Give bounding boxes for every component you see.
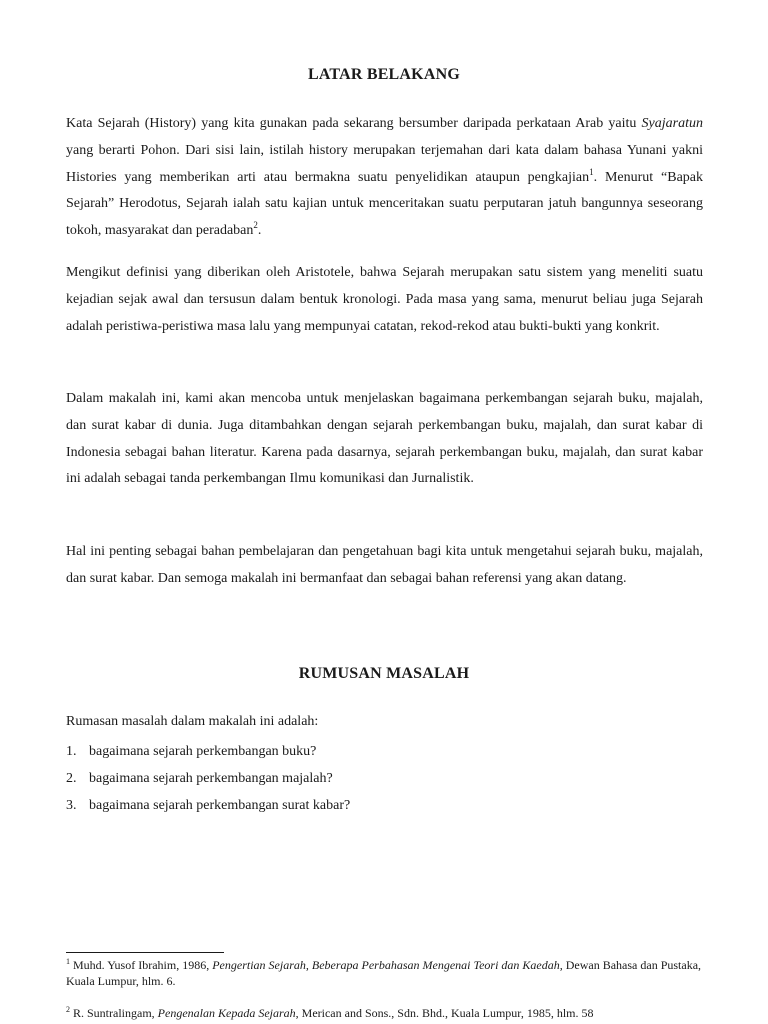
paragraph-1-text-d: .: [257, 223, 262, 239]
paragraph-2: Mengikut definisi yang diberikan oleh Aristotele, bahwa Sejarah merupakan satu sistem yang meneliti suatu kejadian sejak awal dan tersusun dalam bentuk kronologi. Pada masa yang sama, menurut beliau juga Sejarah adalah peristiwa-peristiwa masa lalu yang mempunyai catatan, rekod-rekod atau bukti-bukti yang konkrit.: [66, 265, 703, 334]
footnote-2-text-a: R. Suntralingam,: [70, 1006, 158, 1020]
footnote-1-title: Pengertian Sejarah, Beberapa Perbahasan Mengenai Teori dan Kaedah,: [212, 958, 563, 972]
footnote-1: [66, 957, 716, 989]
list-item-text: bagaimana sejarah perkembangan buku?: [89, 744, 317, 759]
section-heading-rumusan-masalah: RUMUSAN MASALAH: [298, 665, 470, 682]
paragraph-4: Hal ini penting sebagai bahan pembelajaran dan pengetahuan bagi kita untuk mengetahui sejarah buku, majalah, dan surat kabar. Dan semoga makalah ini bermanfaat dan sebagai bahan referensi yang akan datang.: [66, 544, 703, 586]
paragraph-1-text-c: . Menurut “Bapak Sejarah” Herodotus, Sejarah ialah satu kajian untuk menceritakan suatu perputaran jatuh bangunnya seseorang tokoh, masyarakat dan peradaban: [66, 169, 703, 239]
rumusan-intro: Rumasan masalah dalam makalah ini adalah:: [66, 714, 319, 729]
footnote-2-title: Pengenalan Kepada Sejarah: [157, 1006, 296, 1020]
list-item-text: bagaimana sejarah perkembangan surat kabar?: [89, 798, 351, 813]
paragraph-1-text-a: Kata Sejarah (History) yang kita gunakan pada sekarang bersumber daripada perkataan Arab yaitu: [66, 116, 642, 131]
rumusan-list: [66, 741, 350, 822]
paragraph-1-text-b: yang berarti Pohon. Dari sisi lain, istilah history merupakan terjemahan dari kata dalam bahasa Yunani yakni Histories yang memberikan arti atau bermakna suatu penyelidikan ataupun pengkajian: [66, 142, 703, 185]
list-item: [66, 795, 350, 822]
footnote-ref-2[interactable]: 2: [253, 220, 258, 231]
paragraph-1-italic-term: Syajaratun: [641, 116, 703, 131]
footnote-2-number: 2: [66, 1005, 70, 1014]
footnote-separator: [66, 952, 224, 953]
footnote-1-number: 1: [66, 957, 70, 966]
list-item: [66, 741, 350, 768]
footnote-1-text-b: Dewan Bahasa dan Pustaka, Kuala Lumpur, hlm. 6.: [66, 958, 702, 988]
footnote-1-text-a: Muhd. Yusof Ibrahim, 1986,: [70, 958, 213, 972]
list-item: [66, 768, 350, 795]
footnote-2: [66, 1005, 716, 1021]
paragraph-3: Dalam makalah ini, kami akan mencoba untuk menjelaskan bagaimana perkembangan sejarah buku, majalah, dan surat kabar di dunia. Juga ditambahkan dengan sejarah perkembangan buku, majalah, dan surat kabar di Indonesia sebagai bahan literatur. Karena pada dasarnya, sejarah perkembangan buku, majalah, dan surat kabar ini adalah sebagai tanda perkembangan Ilmu komunikasi dan Jurnalistik.: [66, 391, 703, 487]
section-heading-latar-belakang: LATAR BELAKANG: [307, 66, 460, 83]
footnote-2-text-b: , Merican and Sons., Sdn. Bhd., Kuala Lumpur, 1985, hlm. 58: [295, 1006, 594, 1020]
list-item-number: 2.: [66, 771, 77, 786]
footnote-ref-1[interactable]: 1: [589, 166, 594, 177]
list-item-text: bagaimana sejarah perkembangan majalah?: [89, 771, 333, 786]
list-item-number: 3.: [66, 798, 77, 813]
paragraph-1: [66, 111, 703, 245]
list-item-number: 1.: [66, 744, 77, 759]
